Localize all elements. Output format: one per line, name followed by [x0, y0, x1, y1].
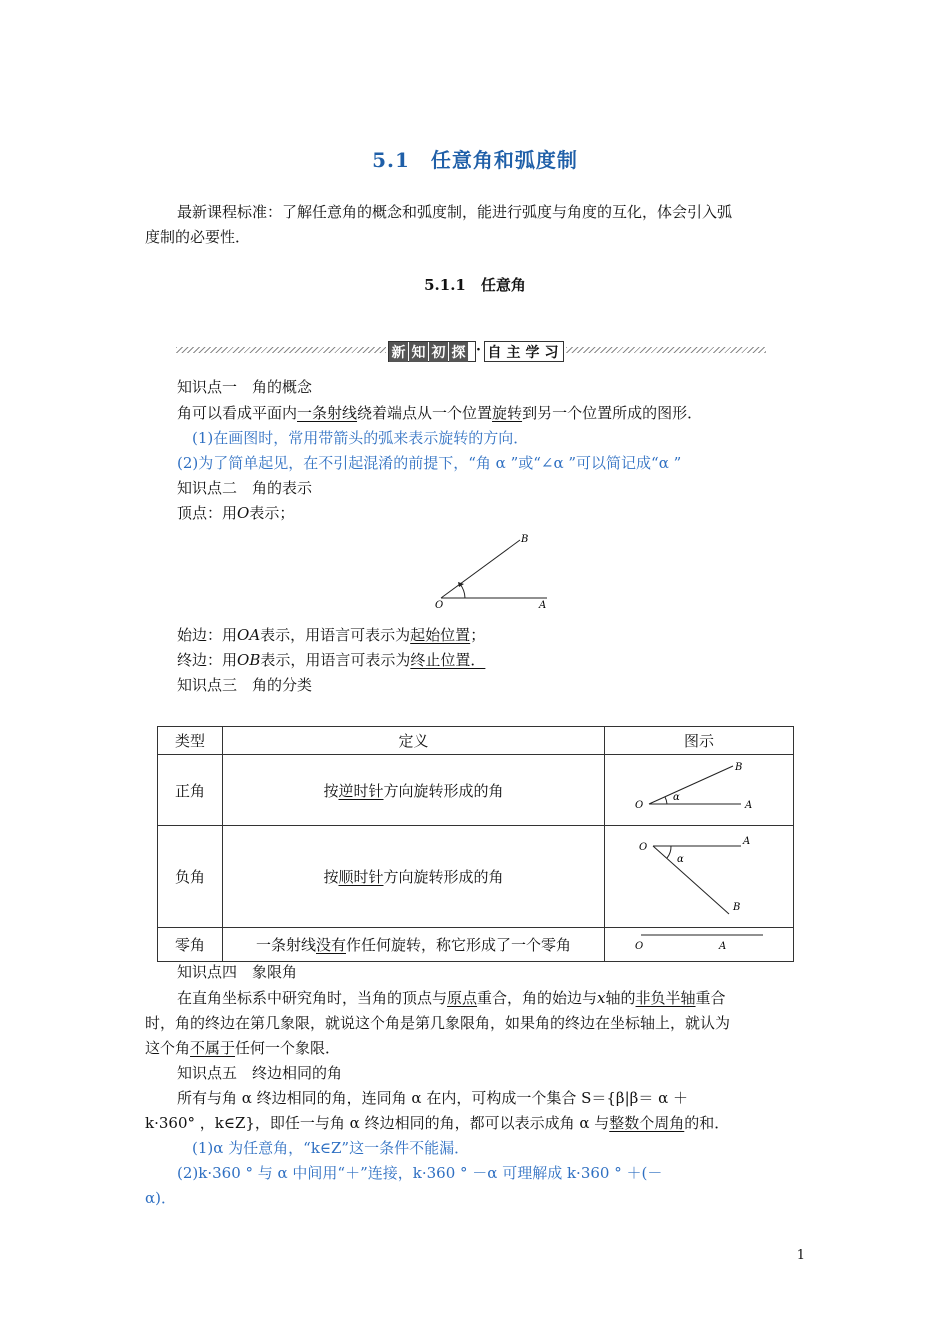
negative-angle-figure [629, 830, 769, 920]
text: 重合 [695, 989, 726, 1007]
label-alpha: α [673, 792, 680, 803]
banner-char: 初 [429, 342, 448, 362]
label-a: A [719, 940, 727, 952]
standard-line1: 最新课程标准：了解任意角的概念和弧度制，能进行弧度与角度的互化，体会引入弧 [177, 203, 733, 221]
k2-heading: 知识点二 角的表示 [177, 479, 313, 497]
header-definition: 定义 [222, 727, 604, 755]
variable: OB [237, 651, 261, 669]
page-title: 5.1 任意角和弧度制 [372, 148, 578, 172]
zero-angle-figure [629, 929, 769, 957]
k5-heading: 知识点五 终边相同的角 [177, 1064, 343, 1082]
k2-terminal-side [177, 650, 485, 670]
label-b: B [733, 901, 741, 913]
cell-figure [605, 928, 794, 962]
text: 按 [323, 781, 339, 800]
underlined-answer: 逆时针 [338, 781, 384, 800]
k4-line2: 时，角的终边在第几象限，就说这个角是第几象限角，如果角的终边在坐标轴上，就认为 [145, 1014, 731, 1032]
header-figure: 图示 [605, 727, 794, 755]
text: 重合，角的始边与 [477, 989, 598, 1007]
text: 顶点：用 [177, 504, 238, 522]
text: 表示，用语言可表示为 [260, 651, 411, 669]
table-row [158, 755, 794, 826]
k4-line1 [177, 988, 726, 1008]
text: 终边：用 [177, 651, 238, 669]
label-o: O [435, 600, 444, 611]
label-o: O [635, 940, 644, 952]
k5-line1: 所有与角 α 终边相同的角，连同角 α 在内，可构成一个集合 S＝{β|β＝ α ＋ [177, 1089, 688, 1107]
k2-initial-side [177, 625, 485, 645]
text: 这个角 [145, 1039, 191, 1057]
section-subtitle: 5.1.1 任意角 [424, 276, 526, 294]
banner-char: 新 [389, 342, 408, 362]
label-a: A [539, 600, 547, 611]
text: k·360° ，k∈Z}，即任一与角 α 终边相同的角，都可以表示成角 α 与 [145, 1114, 610, 1132]
cell-figure [605, 826, 794, 928]
k1-definition [177, 403, 702, 423]
k2-vertex [177, 503, 294, 523]
text: 表示，用语言可表示为 [260, 626, 411, 644]
text: 方向旋转形成的角 [383, 781, 504, 800]
cell-type: 正角 [158, 755, 223, 826]
underlined-answer: 原点 [447, 989, 478, 1007]
text: 作任何旋转，称它形成了一个零角 [346, 936, 572, 954]
text: 方向旋转形成的角 [383, 868, 504, 886]
text: 在直角坐标系中研究角时，当角的顶点与 [177, 989, 448, 1007]
text: 轴的 [605, 989, 636, 1007]
variable: OA [237, 626, 261, 644]
variable: O [237, 504, 250, 522]
cell-type: 负角 [158, 826, 223, 928]
cell-figure [605, 755, 794, 826]
header-type: 类型 [158, 727, 223, 755]
k5-line2 [145, 1113, 729, 1133]
banner-dark-box [388, 341, 476, 362]
underlined-answer: 没有 [315, 936, 346, 954]
underlined-answer: 旋转 [492, 404, 523, 422]
angle-diagram [425, 528, 560, 613]
cell-type: 零角 [158, 928, 223, 962]
k3-heading: 知识点三 角的分类 [177, 676, 313, 694]
k1-note1: (1)在画图时，常用带箭头的弧来表示旋转的方向． [192, 429, 529, 447]
cell-definition [222, 826, 604, 928]
underlined-answer: 起始位置 [410, 626, 471, 644]
label-alpha: α [677, 853, 684, 865]
banner-char: 主 [506, 344, 521, 361]
cell-definition [222, 755, 604, 826]
banner-light-box [484, 341, 564, 362]
k5-note2b: α)． [145, 1189, 176, 1207]
page-number: 1 [796, 1248, 805, 1263]
text: 始边：用 [177, 626, 238, 644]
underlined-answer: 一条射线 [297, 404, 358, 422]
cell-definition [222, 928, 604, 962]
label-a: A [743, 835, 751, 847]
banner-hatch-left [176, 347, 386, 353]
k4-heading: 知识点四 象限角 [177, 963, 298, 981]
text: 按 [323, 868, 339, 886]
k1-heading: 知识点一 角的概念 [177, 378, 313, 396]
text: 角可以看成平面内 [177, 404, 298, 422]
text: 一条射线 [255, 936, 316, 954]
text: 表示； [249, 504, 295, 522]
angle-classification-table [157, 726, 794, 962]
text: 任何一个象限． [235, 1039, 341, 1057]
label-a: A [745, 800, 753, 811]
label-b: B [735, 762, 743, 773]
banner-char: 学 [525, 344, 540, 361]
underlined-answer: 不属于 [190, 1039, 236, 1057]
underlined-answer: 整数个周角 [609, 1114, 685, 1132]
text: 绕着端点从一个位置 [357, 404, 493, 422]
label-o: O [635, 800, 644, 811]
standard-line2: 度制的必要性． [145, 228, 251, 246]
label-b: B [521, 534, 529, 545]
k5-note1: (1)α 为任意角，“k∈Z”这一条件不能漏． [192, 1139, 470, 1157]
banner-char: 自 [487, 344, 502, 361]
table-row [158, 928, 794, 962]
banner-char: 探 [449, 342, 468, 362]
table-row [158, 826, 794, 928]
underlined-answer: 终止位置． [410, 651, 486, 669]
banner-hatch-right [566, 347, 766, 353]
underlined-answer: 非负半轴 [635, 989, 696, 1007]
text: 的和． [684, 1114, 730, 1132]
variable: x [597, 989, 606, 1007]
text: ； [470, 626, 486, 644]
text: 到另一个位置所成的图形． [522, 404, 703, 422]
k5-note2a: (2)k·360 ° 与 α 中间用“＋”连接，k·360 ° －α 可理解成 k·360 ° ＋(－ [177, 1164, 663, 1182]
banner-char: 习 [544, 344, 559, 361]
k1-note2: (2)为了简单起见，在不引起混淆的前提下，“角 α ”或“∠α ”可以简记成“α ” [177, 454, 682, 472]
k4-line3 [145, 1038, 340, 1058]
banner-char: 知 [409, 342, 428, 362]
label-o: O [639, 841, 648, 853]
banner-dot: · [476, 342, 481, 358]
positive-angle-figure [629, 758, 769, 818]
table-header-row [158, 727, 794, 755]
underlined-answer: 顺时针 [338, 868, 384, 886]
